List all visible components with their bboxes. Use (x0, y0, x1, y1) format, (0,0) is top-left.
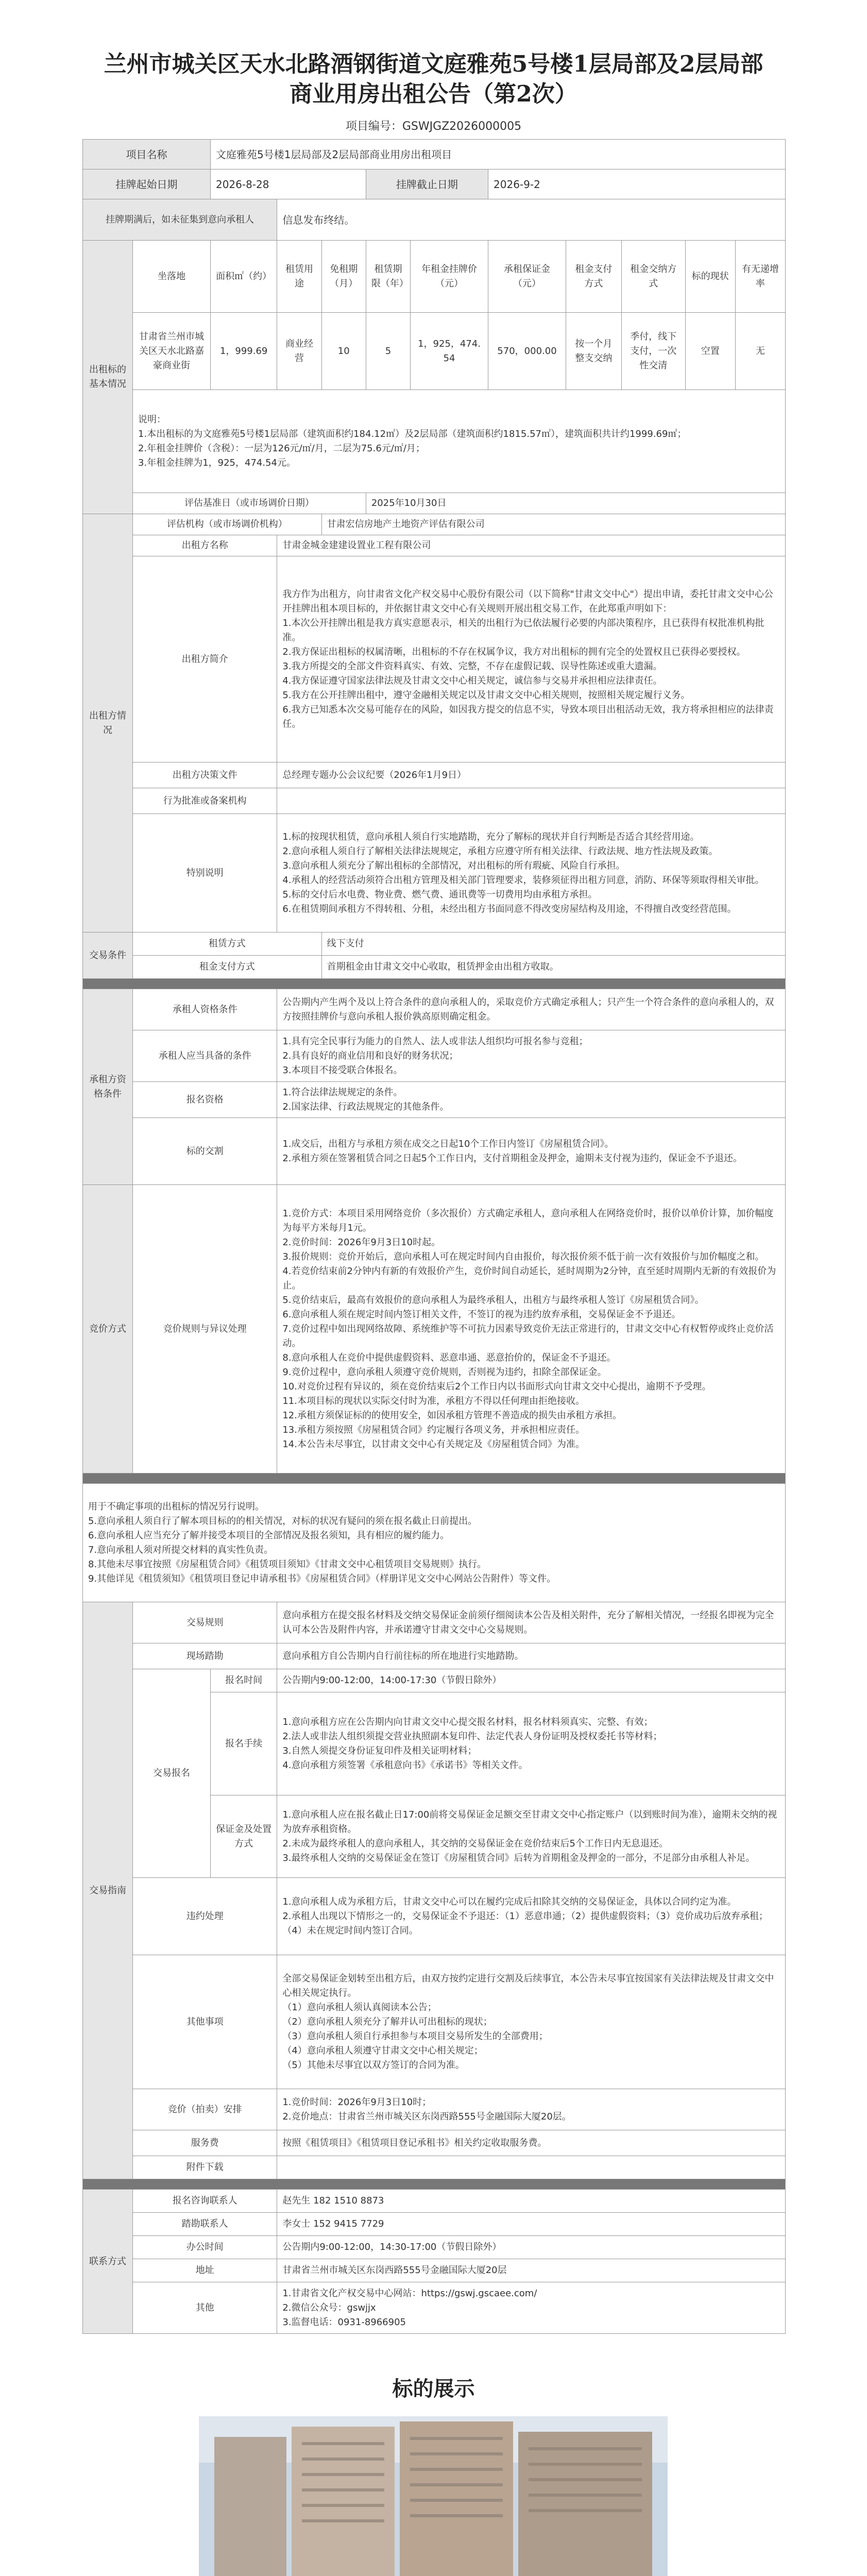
deposit-label: 保证金及处置方式 (210, 1795, 277, 1878)
office-hours-value: 公告期内9:00-12:00，14:30-17:00（节假日除外） (277, 2236, 786, 2259)
lease-mode-label: 租赁方式 (133, 933, 322, 956)
header-rent-payment: 租金支付方式 (566, 241, 621, 313)
contact-section-label: 联系方式 (83, 2190, 133, 2334)
project-name-label: 项目名称 (83, 140, 211, 170)
title-line-1: 兰州市城关区天水北路酒钢街道文庭雅苑5号楼1层局部及2层局部 (104, 51, 763, 77)
cell-increase: 无 (735, 313, 785, 390)
cell-free-period: 10 (321, 313, 366, 390)
trade-notice-value: 意向承租方在提交报名材料及交纳交易保证金前须仔细阅读本公告及相关附件，充分了解相关情况，一经报名即视为完全认可本公告及附件内容，并承诺遵守甘肃文交中心交易规则。 (277, 1602, 786, 1643)
process-label: 竞价规则与异议处理 (133, 1185, 277, 1473)
cell-rent-payment: 按一个月整支交纳 (566, 313, 621, 390)
visit-contact-value: 李女士 152 9415 7729 (277, 2213, 786, 2236)
deal-label: 标的交割 (133, 1118, 277, 1185)
deposit-value: 1.意向承租人应在报名截止日17:00前将交易保证金足额交至甘肃文交中心指定账户（以到账时间为准），逾期未交纳的视为放弃承租资格。 2.未成为最终承租人的意向承租人，其交纳的交易保证金在竞价结束后5个工作日内无息退还。 3.最终承租人交纳的交易保证金在签订《房屋租赁合同》后转为首期租金及押金的一部分，不足部分由承租人补足。 (277, 1795, 786, 1878)
disclosure-label: 特别说明 (133, 814, 277, 933)
breach-value: 1.意向承租人成为承租方后，甘肃文交中心可以在履约完成后扣除其交纳的交易保证金，具体以合同约定为准。 2.承租人出现以下情形之一的，交易保证金不予退还：（1）恶意串通；（2）提供虚假资料；（3）竞价成功后放弃承租；（4）未在规定时间内签订合同。 (277, 1878, 786, 1955)
lessor-name-value: 甘肃金城金建建设置业工程有限公司 (277, 535, 786, 556)
cell-location: 甘肃省兰州市城关区天水北路嘉豪商业街 (133, 313, 211, 390)
header-annual-rent: 年租金挂牌价（元） (411, 241, 488, 313)
decision-value: 总经理专题办公会议纪要（2026年1月9日） (277, 762, 786, 788)
qual-label: 报名资格 (133, 1082, 277, 1118)
lessor-intro-value: 我方作为出租方，向甘肃省文化产权交易中心股份有限公司（以下简称"甘肃文交中心"）提出申请，委托甘肃文交中心公开挂牌出租本项目标的，并依据甘肃文交中心有关规则开展出租交易工作，在此郑重声明如下： 1.本次公开挂牌出租是我方真实意愿表示，相关的出租行为已依法履行必要的内部决策程序，且已获得有权批准机构批准。 2.我方保证出租标的权属清晰，出租标的不存在权属争议，我方对出租标的拥有完全的处置权且已获得必要授权。 3.我方所提交的全部文件资料真实、有效、完整，不存在虚假记载、误导性陈述或重大遗漏。 4.我方保证遵守国家法律法规及甘肃文交中心相关规定，诚信参与交易并承担相应法律责任。 5.我方在公开挂牌出租中，遵守金融相关规定以及甘肃文交中心相关规则，按照相关规定履行义务。 6.我方已知悉本次交易可能存在的风险，如因我方提交的信息不实，导致本项目出租活动无效，我方将承担相应的法律责任。 (277, 556, 786, 762)
start-date-label: 挂牌起始日期 (83, 170, 211, 199)
cell-rent-method: 季付，线下支付，一次性交清 (621, 313, 685, 390)
reg-time-label: 报名时间 (210, 1669, 277, 1692)
end-date-label: 挂牌截止日期 (366, 170, 488, 199)
header-free-period: 免租期（月） (321, 241, 366, 313)
qual-value: 1.符合法律法规规定的条件。 2.国家法律、行政法规规定的其他条件。 (277, 1082, 786, 1118)
other-matters-label: 其他事项 (133, 1955, 277, 2089)
title-line-2: 商业用房出租公告（第2次） (290, 81, 577, 107)
divider (83, 1473, 786, 1484)
header-area: 面积㎡（约） (210, 241, 277, 313)
reg-materials-value: 1.意向承租方应在公告期内向甘肃文交中心提交报名材料，报名材料须真实、完整、有效； 2.法人或非法人组织须提交营业执照副本复印件、法定代表人身份证明及授权委托书等材料； 3.自然人须提交身份证复印件及相关证明材料； 4.意向承租方须签署《承租意向书》《承诺书》等相关文件。 (277, 1692, 786, 1795)
agency-value: 甘肃宏信房地产土地资产评估有限公司 (321, 514, 785, 535)
lessor-name-label: 出租方名称 (133, 535, 277, 556)
header-location: 坐落地 (133, 241, 211, 313)
header-rent-method: 租金交纳方式 (621, 241, 685, 313)
trade-notice-label: 交易规则 (133, 1602, 277, 1643)
cell-deposit: 570，000.00 (488, 313, 566, 390)
subject-section-label: 出租标的基本情况 (83, 241, 133, 514)
approval-label: 行为批准或备案机构 (133, 788, 277, 814)
subject-notes: 1.本出租标的为文庭雅苑5号楼1层局部（建筑面积约184.12㎡）及2层局部（建筑面积约1815.57㎡），建筑面积共计约1999.69㎡； 2.年租金挂牌价（含税）：一层为126元/㎡/月，二层为75.6元/㎡/月； 3.年租金挂牌为1，925，474.54元。 (138, 428, 687, 468)
site-visit-value: 意向承租方自公告期内自行前往标的所在地进行实地踏勘。 (277, 1643, 786, 1669)
address-value: 甘肃省兰州市城关区东岗西路555号金融国际大厦20层 (277, 2259, 786, 2282)
lessor-section-label: 出租方情况 (83, 514, 133, 933)
divider (83, 979, 786, 989)
project-name-value: 文庭雅苑5号楼1层局部及2层局部商业用房出租项目 (210, 140, 785, 170)
visit-contact-label: 踏勘联系人 (133, 2213, 277, 2236)
property-photo-1 (199, 2416, 668, 2576)
trade-conditions-label: 交易条件 (83, 933, 133, 979)
disclosure-value: 1.标的按现状租赁，意向承租人须自行实地踏勘，充分了解标的现状并自行判断是否适合其经营用途。 2.意向承租人须自行了解相关法律法规规定，承租方应遵守所有相关法律、行政法规、地方性法规及政策。 3.意向承租人须充分了解出租标的全部情况，对出租标的所有瑕疵、风险自行承担。 4.承租人的经营活动须符合出租方管理及相关部门管理要求，装修须征得出租方同意，消防、环保等须取得相关审批。 5.标的交付后水电费、物业费、燃气费、通讯费等一切费用均由承租方承担。 6.在租赁期间承租方不得转租、分租，未经出租方书面同意不得改变房屋结构及用途，不得擅自改变经营范围。 (277, 814, 786, 933)
contact-other-value[interactable]: 1.甘肃省文化产权交易中心网站：https://gswj.gscaee.com/ 2.微信公众号：gswjjx 3.监督电话：0931-8966905 (277, 2282, 786, 2334)
req-value: 1.具有完全民事行为能力的自然人、法人或非法人组织均可报名参与竞租； 2.具有良好的商业信用和良好的财务状况； 3.本项目不接受联合体报名。 (277, 1030, 786, 1082)
rent-pay-value: 首期租金由甘肃文交中心收取，租赁押金由出租方收取。 (321, 956, 785, 979)
auction-label: 竞价（拍卖）安排 (133, 2089, 277, 2130)
display-title: 标的展示 (392, 2377, 475, 2401)
decision-label: 出租方决策文件 (133, 762, 277, 788)
attachment-value[interactable] (277, 2156, 786, 2179)
rent-pay-label: 租金支付方式 (133, 956, 322, 979)
cond-value: 公告期内产生两个及以上符合条件的意向承租人的，采取竞价方式确定承租人；只产生一个符合条件的意向承租人的，双方按照挂牌价与意向承租人报价孰高原则确定租金。 (277, 989, 786, 1030)
header-status: 标的现状 (685, 241, 735, 313)
expire-label: 挂牌期满后，如未征集到意向承租人 (83, 199, 277, 241)
process-extra: 用于不确定事项的出租标的情况另行说明。 5.意向承租人须自行了解本项目标的的相关情况，对标的状况有疑问的须在报名截止日前提出。 6.意向承租人应当充分了解并接受本项目的全部情况及报名须知，具有相应的履约能力。 7.意向承租人须对所提交材料的真实性负责。 8.其他未尽事宜按照《房屋租赁合同》《租赁项目须知》《甘肃文交中心租赁项目交易规则》执行。 9.其他详见《租赁须知》《租赁项目登记申请承租书》《房屋租赁合同》（样册详见文交中心网站公告附件）等文件。 (83, 1484, 786, 1602)
cell-lease-term: 5 (366, 313, 410, 390)
breach-label: 违约处理 (133, 1878, 277, 1955)
announcement-title (0, 49, 867, 109)
approval-value (277, 788, 786, 814)
agency-label: 评估机构（或市场调价机构） (133, 514, 322, 535)
trade-section-label: 交易指南 (83, 1602, 133, 2179)
cell-annual-rent: 1，925，474.54 (411, 313, 488, 390)
contact-person-value: 赵先生 182 1510 8873 (277, 2190, 786, 2213)
info-table (82, 139, 786, 2334)
lease-mode-value: 线下支付 (321, 933, 785, 956)
reg-materials-label: 报名手续 (210, 1692, 277, 1795)
service-fee-label: 服务费 (133, 2130, 277, 2156)
start-date-value: 2026-8-28 (210, 170, 366, 199)
cell-area: 1，999.69 (210, 313, 277, 390)
registration-label: 交易报名 (133, 1669, 211, 1878)
end-date-value: 2026-9-2 (488, 170, 786, 199)
lessor-intro-label: 出租方简介 (133, 556, 277, 762)
header-deposit: 承租保证金（元） (488, 241, 566, 313)
process-section-label: 竞价方式 (83, 1185, 133, 1473)
other-matters-value: 全部交易保证金划转至出租方后，由双方按约定进行交割及后续事宜，本公告未尽事宜按国家有关法律法规及甘肃文交中心相关规定执行。 （1）意向承租人须认真阅读本公告； （2）意向承租人须充分了解并认可出租标的现状； （3）意向承租人须自行承担参与本项目交易所发生的全部费用； （4）意向承租人须遵守甘肃文交中心相关规定； （5）其他未尽事宜以双方签订的合同为准。 (277, 1955, 786, 2089)
divider (83, 2179, 786, 2190)
eval-date-label: 评估基准日（或市场调价日期） (133, 493, 366, 514)
reg-time-value: 公告期内9:00-12:00，14:00-17:30（节假日除外） (277, 1669, 786, 1692)
attachment-label[interactable]: 附件下载 (133, 2156, 277, 2179)
project-number: 项目编号：GSWJGZ2026000005 (345, 120, 522, 133)
eval-date-value: 2025年10月30日 (366, 493, 785, 514)
deal-value: 1.成交后，出租方与承租方须在成交之日起10个工作日内签订《房屋租赁合同》。 2.承租方须在签署租赁合同之日起5个工作日内，支付首期租金及押金，逾期未支付视为违约，保证金不予退还。 (277, 1118, 786, 1185)
req-label: 承租人应当具备的条件 (133, 1030, 277, 1082)
header-increase: 有无递增率 (735, 241, 785, 313)
applicant-section-label: 承租方资格条件 (83, 989, 133, 1185)
header-usage: 租赁用途 (277, 241, 321, 313)
service-fee-value: 按照《租赁项目》《租赁项目登记承租书》相关约定收取服务费。 (277, 2130, 786, 2156)
contact-person-label: 报名咨询联系人 (133, 2190, 277, 2213)
cond-label: 承租人资格条件 (133, 989, 277, 1030)
site-visit-label: 现场踏勘 (133, 1643, 277, 1669)
auction-value: 1.竞价时间：2026年9月3日10时； 2.竞价地点：甘肃省兰州市城关区东岗西路555号金融国际大厦20层。 (277, 2089, 786, 2130)
process-value: 1.竞价方式：本项目采用网络竞价（多次报价）方式确定承租人，意向承租人在网络竞价时，报价以单价计算，加价幅度为每平方米每月1元。 2.竞价时间：2026年9月3日10时起。 3.报价规则：竞价开始后，意向承租人可在规定时间内自由报价，每次报价须不低于前一次有效报价与加价幅度之和。 4.若竞价结束前2分钟内有新的有效报价产生，竞价时间自动延长，延时周期为2分钟，直至延时周期内无新的有效报价为止。 5.竞价结束后，最高有效报价的意向承租人为最终承租人，出租方与最终承租人签订《房屋租赁合同》。 6.意向承租人须在规定时间内签订相关文件，不签订的视为违约放弃承租，交易保证金不予退还。 7.竞价过程中如出现网络故障、系统维护等不可抗力因素导致竞价无法正常进行的，甘肃文交中心有权暂停或终止竞价活动。 8.意向承租人在竞价中提供虚假资料、恶意串通、恶意抬价的，保证金不予退还。 9.竞价过程中，意向承租人须遵守竞价规则，否则视为违约，扣除全部保证金。 10.对竞价过程有异议的，须在竞价结束后2个工作日内以书面形式向甘肃文交中心提出，逾期不予受理。 11.本项目标的现状以实际交付时为准，承租方不得以任何理由拒绝接收。 12.承租方须保证标的的使用安全，如因承租方管理不善造成的损失由承租方承担。 13.承租方须按照《房屋租赁合同》约定履行各项义务，并承担相应责任。 14.本公告未尽事宜，以甘肃文交中心有关规定及《房屋租赁合同》为准。 (277, 1185, 786, 1473)
subject-note-label: 说明： (138, 414, 166, 425)
expire-value: 信息发布终结。 (277, 199, 786, 241)
contact-other-label: 其他 (133, 2282, 277, 2334)
cell-usage: 商业经营 (277, 313, 321, 390)
address-label: 地址 (133, 2259, 277, 2282)
office-hours-label: 办公时间 (133, 2236, 277, 2259)
header-lease-term: 租赁期限（年） (366, 241, 410, 313)
cell-status: 空置 (685, 313, 735, 390)
